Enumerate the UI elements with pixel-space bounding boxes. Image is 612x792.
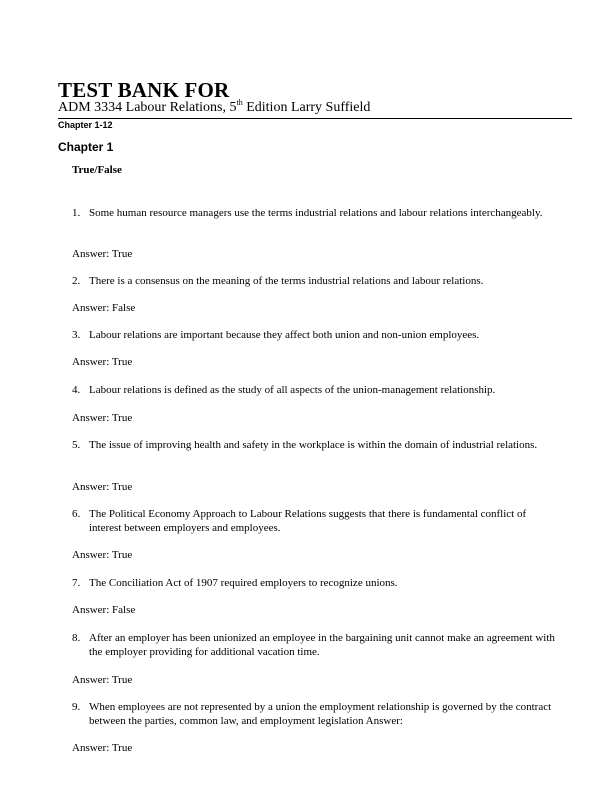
question-number: 5. — [72, 439, 81, 451]
question-text: The issue of improving health and safety in the workplace is within the domain of industrial relations. — [89, 439, 538, 451]
question-3 — [72, 328, 559, 342]
question-text: The Political Economy Approach to Labour Relations suggests that there is fundamental conflict of interest between employers and employees. — [89, 508, 527, 534]
question-number: 1. — [72, 207, 81, 219]
question-text: Labour relations is defined as the study of all aspects of the union-management relationship. — [89, 384, 496, 396]
question-4 — [72, 383, 559, 397]
chapter-heading: Chapter 1 — [58, 140, 114, 154]
question-number: 2. — [72, 275, 81, 287]
question-text: After an employer has been unionized an employee in the bargaining unit cannot make an agreement with the employer providing for additional vacation time. — [89, 632, 555, 658]
document-subtitle — [58, 100, 370, 116]
question-8 — [72, 631, 559, 659]
question-text: The Conciliation Act of 1907 required employers to recognize unions. — [89, 577, 398, 589]
question-7 — [72, 576, 559, 590]
document-title: TEST BANK FOR — [58, 78, 230, 102]
subtitle-superscript: th — [236, 98, 243, 107]
question-9 — [72, 700, 559, 728]
question-number: 7. — [72, 577, 81, 589]
question-text: Some human resource managers use the terms industrial relations and labour relations interchangeably. — [89, 207, 543, 219]
question-number: 6. — [72, 508, 81, 520]
subtitle-prefix: ADM 3334 Labour Relations, 5 — [58, 100, 237, 115]
answer-5: Answer: True — [72, 481, 133, 493]
answer-8: Answer: True — [72, 674, 133, 686]
question-2 — [72, 274, 559, 288]
answer-6: Answer: True — [72, 549, 133, 561]
subtitle-suffix: Edition Larry Suffield — [242, 100, 371, 115]
question-number: 4. — [72, 384, 81, 396]
question-1 — [72, 206, 559, 220]
answer-2: Answer: False — [72, 302, 136, 314]
question-6 — [72, 507, 559, 535]
question-5 — [72, 438, 559, 452]
question-text: Labour relations are important because they affect both union and non-union employees. — [89, 329, 480, 341]
chapter-range: Chapter 1-12 — [58, 120, 113, 130]
answer-1: Answer: True — [72, 248, 133, 260]
answer-3: Answer: True — [72, 356, 133, 368]
answer-9: Answer: True — [72, 742, 133, 754]
section-heading: True/False — [72, 164, 122, 176]
title-divider — [58, 118, 572, 119]
question-number: 8. — [72, 632, 81, 644]
answer-4: Answer: True — [72, 412, 133, 424]
question-number: 9. — [72, 701, 81, 713]
question-number: 3. — [72, 329, 81, 341]
question-text: When employees are not represented by a union the employment relationship is governed by the contract between the parties, common law, and employment legislation Answer: — [89, 701, 552, 727]
answer-7: Answer: False — [72, 604, 136, 616]
question-text: There is a consensus on the meaning of the terms industrial relations and labour relations. — [89, 275, 484, 287]
